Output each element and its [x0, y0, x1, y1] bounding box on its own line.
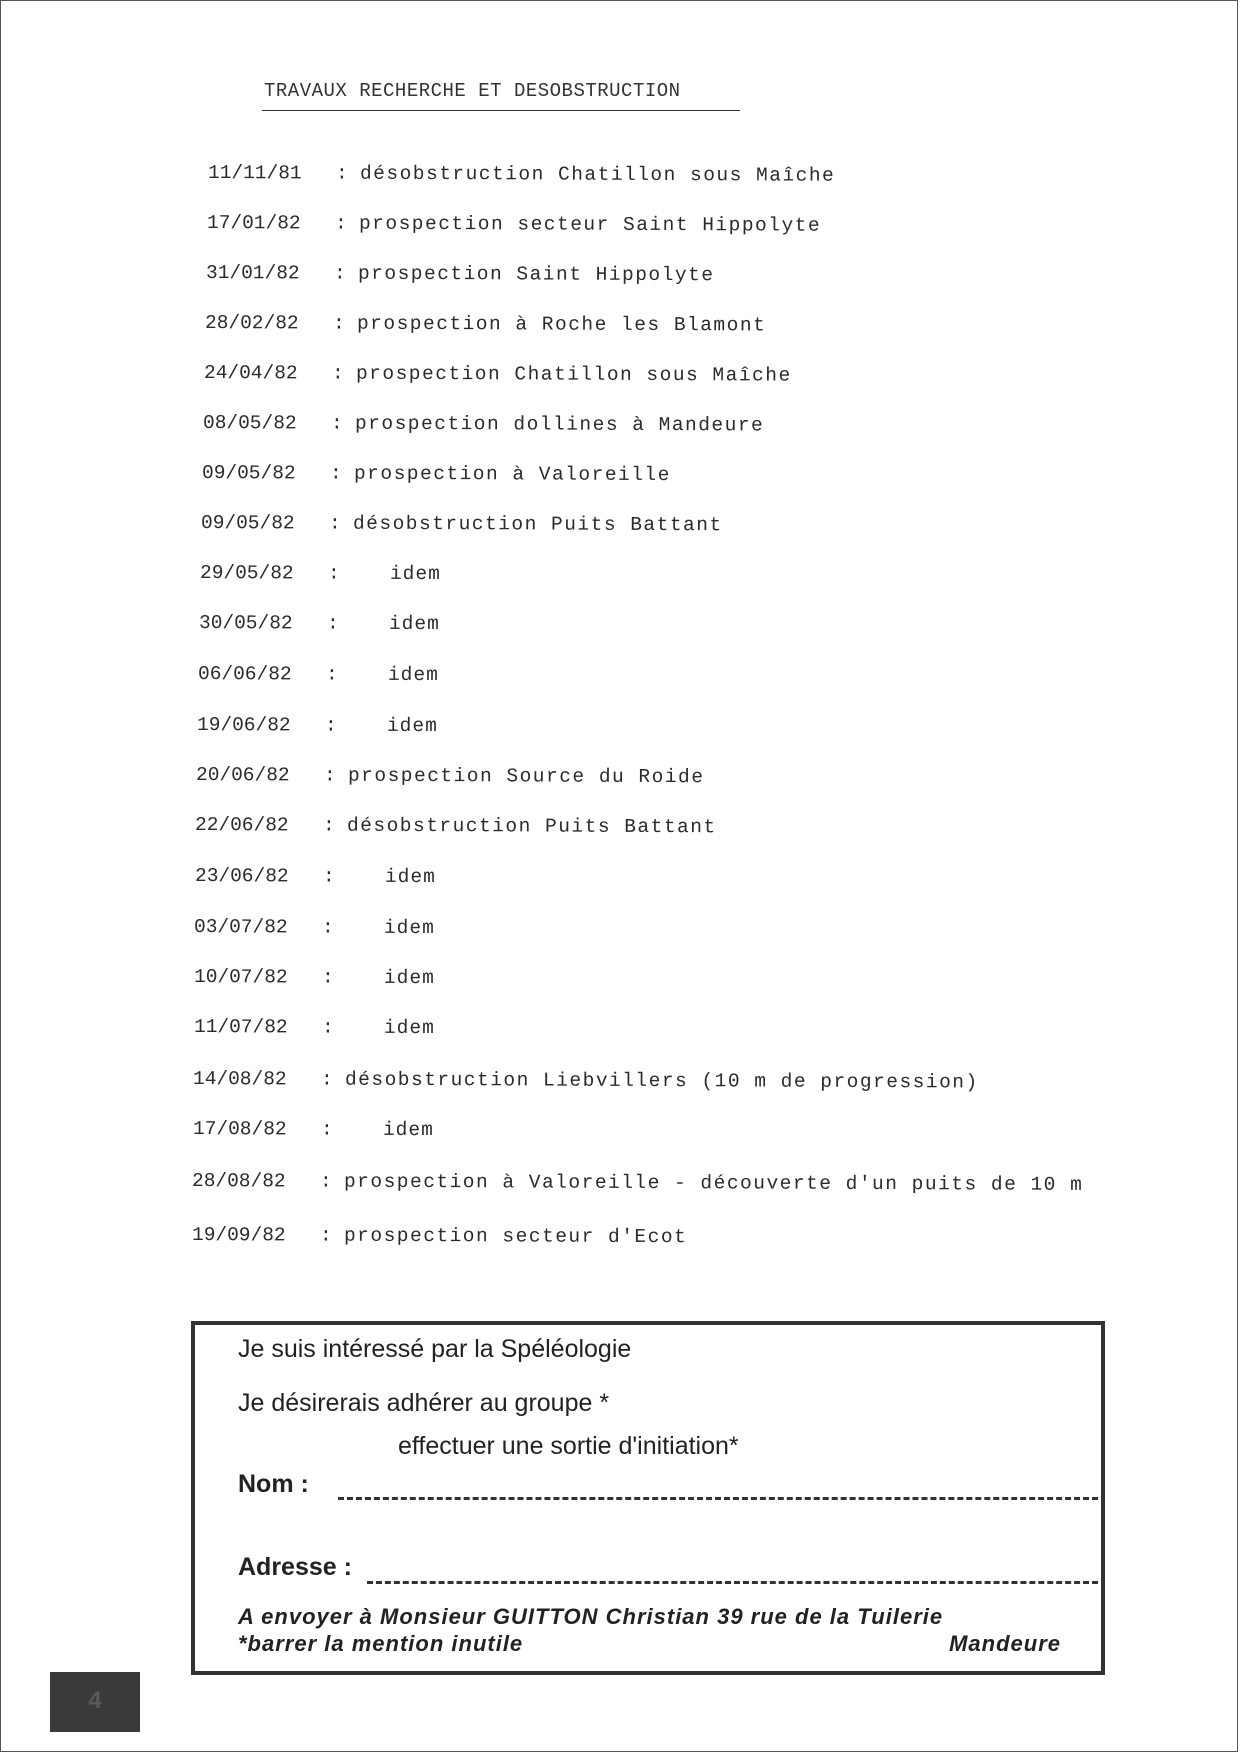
entry-date: 28/08/82 — [191, 1170, 286, 1193]
entry-date: 09/05/82 — [200, 512, 295, 535]
log-entry — [198, 663, 439, 690]
entry-activity: prospection Saint Hippolyte — [357, 262, 715, 287]
city-name: Mandeure — [949, 1631, 1061, 1656]
entry-separator: : — [328, 512, 341, 535]
log-entry — [194, 1016, 435, 1043]
log-entry — [199, 612, 440, 639]
entry-separator: : — [325, 663, 338, 686]
log-entry — [197, 714, 438, 741]
entry-date: 30/05/82 — [198, 612, 293, 635]
entry-date: 19/06/82 — [196, 714, 291, 737]
entry-date: 20/06/82 — [195, 764, 290, 787]
log-entry — [194, 916, 435, 943]
entry-activity: prospection à Roche les Blamont — [356, 312, 767, 337]
log-entry — [200, 562, 441, 589]
entry-activity: désobstruction Chatillon sous Maîche — [359, 162, 836, 187]
entry-separator: : — [331, 362, 344, 385]
entry-date: 19/09/82 — [191, 1224, 286, 1247]
entry-activity: idem — [386, 714, 438, 738]
entry-date: 17/08/82 — [192, 1118, 287, 1141]
entry-date: 10/07/82 — [193, 966, 288, 989]
entry-activity: idem — [383, 916, 435, 940]
entry-date: 23/06/82 — [194, 865, 289, 888]
entry-separator: : — [321, 1016, 334, 1039]
entry-activity: idem — [388, 612, 440, 636]
entry-activity: désobstruction Puits Battant — [352, 512, 723, 537]
entry-separator: : — [334, 212, 347, 235]
log-entry — [192, 1170, 1083, 1200]
log-entry — [202, 462, 671, 490]
log-entry — [193, 1068, 979, 1097]
log-entry — [194, 966, 435, 993]
entry-date: 14/08/82 — [192, 1068, 287, 1091]
entry-separator: : — [319, 1170, 332, 1193]
entry-separator: : — [332, 312, 345, 335]
interest-statement: Je suis intéressé par la Spéléologie — [238, 1335, 632, 1363]
entry-activity: prospection secteur d'Ecot — [343, 1224, 688, 1249]
membership-form — [191, 1321, 1105, 1675]
entry-separator: : — [322, 865, 335, 888]
page-number: 4 — [88, 1687, 102, 1714]
entry-activity: idem — [382, 1118, 434, 1142]
title-underline — [262, 110, 740, 111]
entry-separator: : — [320, 1118, 333, 1141]
entry-separator: : — [319, 1224, 332, 1247]
entry-separator: : — [322, 814, 335, 837]
entry-activity: désobstruction Liebvillers (10 m de progression) — [344, 1068, 979, 1094]
log-entry — [205, 312, 766, 340]
log-entry — [195, 865, 436, 892]
entry-activity: idem — [383, 966, 435, 990]
log-entry — [206, 262, 715, 290]
log-entry — [195, 814, 717, 842]
log-entry — [201, 512, 723, 540]
entry-activity: prospection à Valoreille - découverte d'un puits de 10 m — [343, 1170, 1084, 1196]
entry-date: 11/11/81 — [207, 162, 302, 185]
initiation-outing-option[interactable]: effectuer une sortie d'initiation* — [398, 1432, 739, 1460]
log-entry — [203, 412, 764, 440]
log-entry — [192, 1224, 687, 1252]
address-field-line[interactable] — [367, 1581, 1098, 1584]
join-group-option[interactable]: Je désirerais adhérer au groupe * — [238, 1389, 610, 1417]
entry-activity: prospection à Valoreille — [353, 462, 671, 487]
entry-separator: : — [330, 412, 343, 435]
entry-separator: : — [320, 1068, 333, 1091]
entry-date: 03/07/82 — [193, 916, 288, 939]
entry-separator: : — [329, 462, 342, 485]
entry-activity: prospection dollines à Mandeure — [354, 412, 765, 437]
entry-separator: : — [321, 916, 334, 939]
send-to-address: A envoyer à Monsieur GUITTON Christian 39 rue de la Tuilerie — [238, 1604, 944, 1629]
entry-date: 09/05/82 — [201, 462, 296, 485]
name-label: Nom : — [238, 1470, 309, 1498]
log-entry — [208, 162, 835, 191]
entry-separator: : — [335, 162, 348, 185]
entry-separator: : — [321, 966, 334, 989]
entry-separator: : — [327, 562, 340, 585]
entry-date: 17/01/82 — [206, 212, 301, 235]
entry-activity: idem — [387, 663, 439, 687]
entry-date: 08/05/82 — [202, 412, 297, 435]
page-title: TRAVAUX RECHERCHE ET DESOBSTRUCTION — [264, 80, 681, 102]
entry-date: 29/05/82 — [199, 562, 294, 585]
entry-activity: idem — [383, 1016, 435, 1040]
entry-separator: : — [323, 764, 336, 787]
entry-date: 06/06/82 — [197, 663, 292, 686]
log-entry — [207, 212, 821, 241]
log-entry — [196, 764, 705, 792]
entry-date: 24/04/82 — [203, 362, 298, 385]
entry-separator: : — [326, 612, 339, 635]
entry-activity: prospection Chatillon sous Maîche — [355, 362, 792, 387]
entry-date: 11/07/82 — [193, 1016, 288, 1039]
strike-out-note: *barrer la mention inutile — [238, 1631, 524, 1656]
entry-date: 31/01/82 — [205, 262, 300, 285]
entry-activity: idem — [389, 562, 441, 586]
entry-activity: prospection secteur Saint Hippolyte — [358, 212, 822, 237]
show-through-text — [120, 30, 140, 70]
entry-activity: prospection Source du Roide — [347, 764, 705, 789]
name-field-line[interactable] — [338, 1497, 1098, 1500]
page-number-block — [50, 1672, 140, 1732]
entry-separator: : — [333, 262, 346, 285]
log-entry — [204, 362, 792, 391]
entry-date: 22/06/82 — [194, 814, 289, 837]
address-label: Adresse : — [238, 1553, 352, 1581]
entry-activity: idem — [384, 865, 436, 889]
entry-separator: : — [324, 714, 337, 737]
entry-date: 28/02/82 — [204, 312, 299, 335]
entry-activity: désobstruction Puits Battant — [346, 814, 717, 839]
log-entry — [193, 1118, 434, 1145]
